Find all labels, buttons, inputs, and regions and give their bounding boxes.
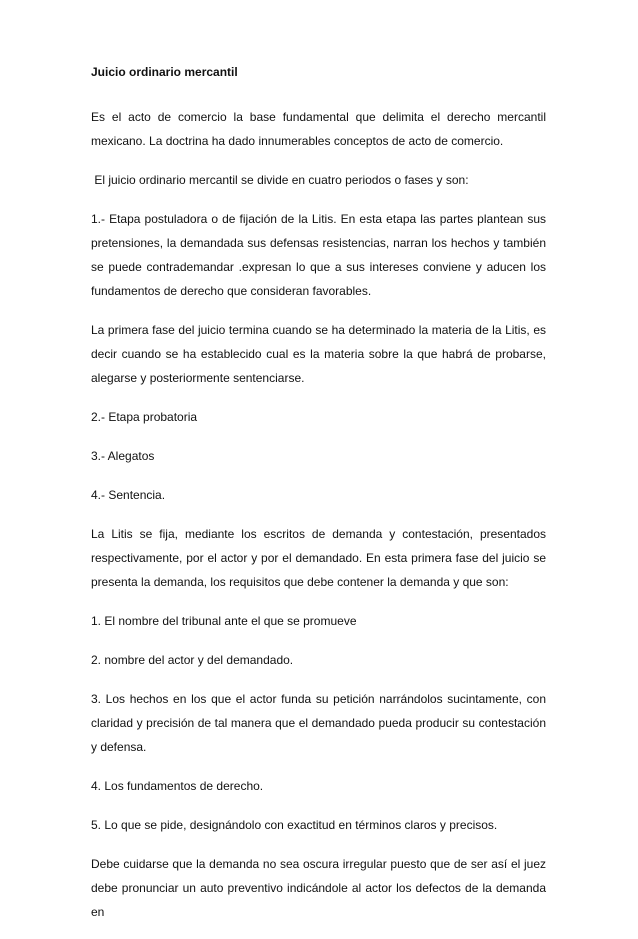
requirement-item-4: 4. Los fundamentos de derecho. <box>91 779 264 793</box>
paragraph-litis: La Litis se fija, mediante los escritos de demanda y contestación, presentados respectivamente, por el actor y por el demandado. En esta primera fase del juicio se presenta la demanda, los requisitos que debe contener la demanda y que son: <box>91 527 546 589</box>
paragraph-demanda-oscura: Debe cuidarse que la demanda no sea oscura irregular puesto que de ser así el juez debe pronunciar un auto preventivo indicándole al actor los defectos de la demanda en <box>91 857 546 919</box>
requirement-item-5: 5. Lo que se pide, designándolo con exactitud en términos claros y precisos. <box>91 818 498 832</box>
document-title: Juicio ordinario mercantil <box>91 65 238 79</box>
paragraph-etapa-postuladora: 1.- Etapa postuladora o de fijación de la Litis. En esta etapa las partes plantean sus pretensiones, la demandada sus defensas resistencias, narran los hechos y también se puede contrademandar .expresan lo que a sus intereses conviene y aducen los fundamentos de derecho que consideran favorables. <box>91 212 546 298</box>
requirement-item-2: 2. nombre del actor y del demandado. <box>91 653 294 667</box>
paragraph-acto-de-comercio: Es el acto de comercio la base fundamental que delimita el derecho mercantil mexicano. La doctrina ha dado innumerables conceptos de acto de comercio. <box>91 110 546 148</box>
list-item-alegatos: 3.- Alegatos <box>91 449 155 463</box>
paragraph-primera-fase: La primera fase del juicio termina cuando se ha determinado la materia de la Litis, es decir cuando se ha establecido cual es la materia sobre la que habrá de probarse, alegarse y posteriormente sentenciarse. <box>91 323 546 385</box>
requirement-item-3: 3. Los hechos en los que el actor funda su petición narrándolos sucintamente, con claridad y precisión de tal manera que el demandado pueda producir su contestación y defensa. <box>91 692 546 754</box>
list-item-etapa-probatoria: 2.- Etapa probatoria <box>91 410 198 424</box>
paragraph-periodos: El juicio ordinario mercantil se divide en cuatro periodos o fases y son: <box>91 173 469 187</box>
document-page <box>91 60 546 939</box>
list-item-sentencia: 4.- Sentencia. <box>91 488 166 502</box>
requirement-item-1: 1. El nombre del tribunal ante el que se promueve <box>91 614 357 628</box>
